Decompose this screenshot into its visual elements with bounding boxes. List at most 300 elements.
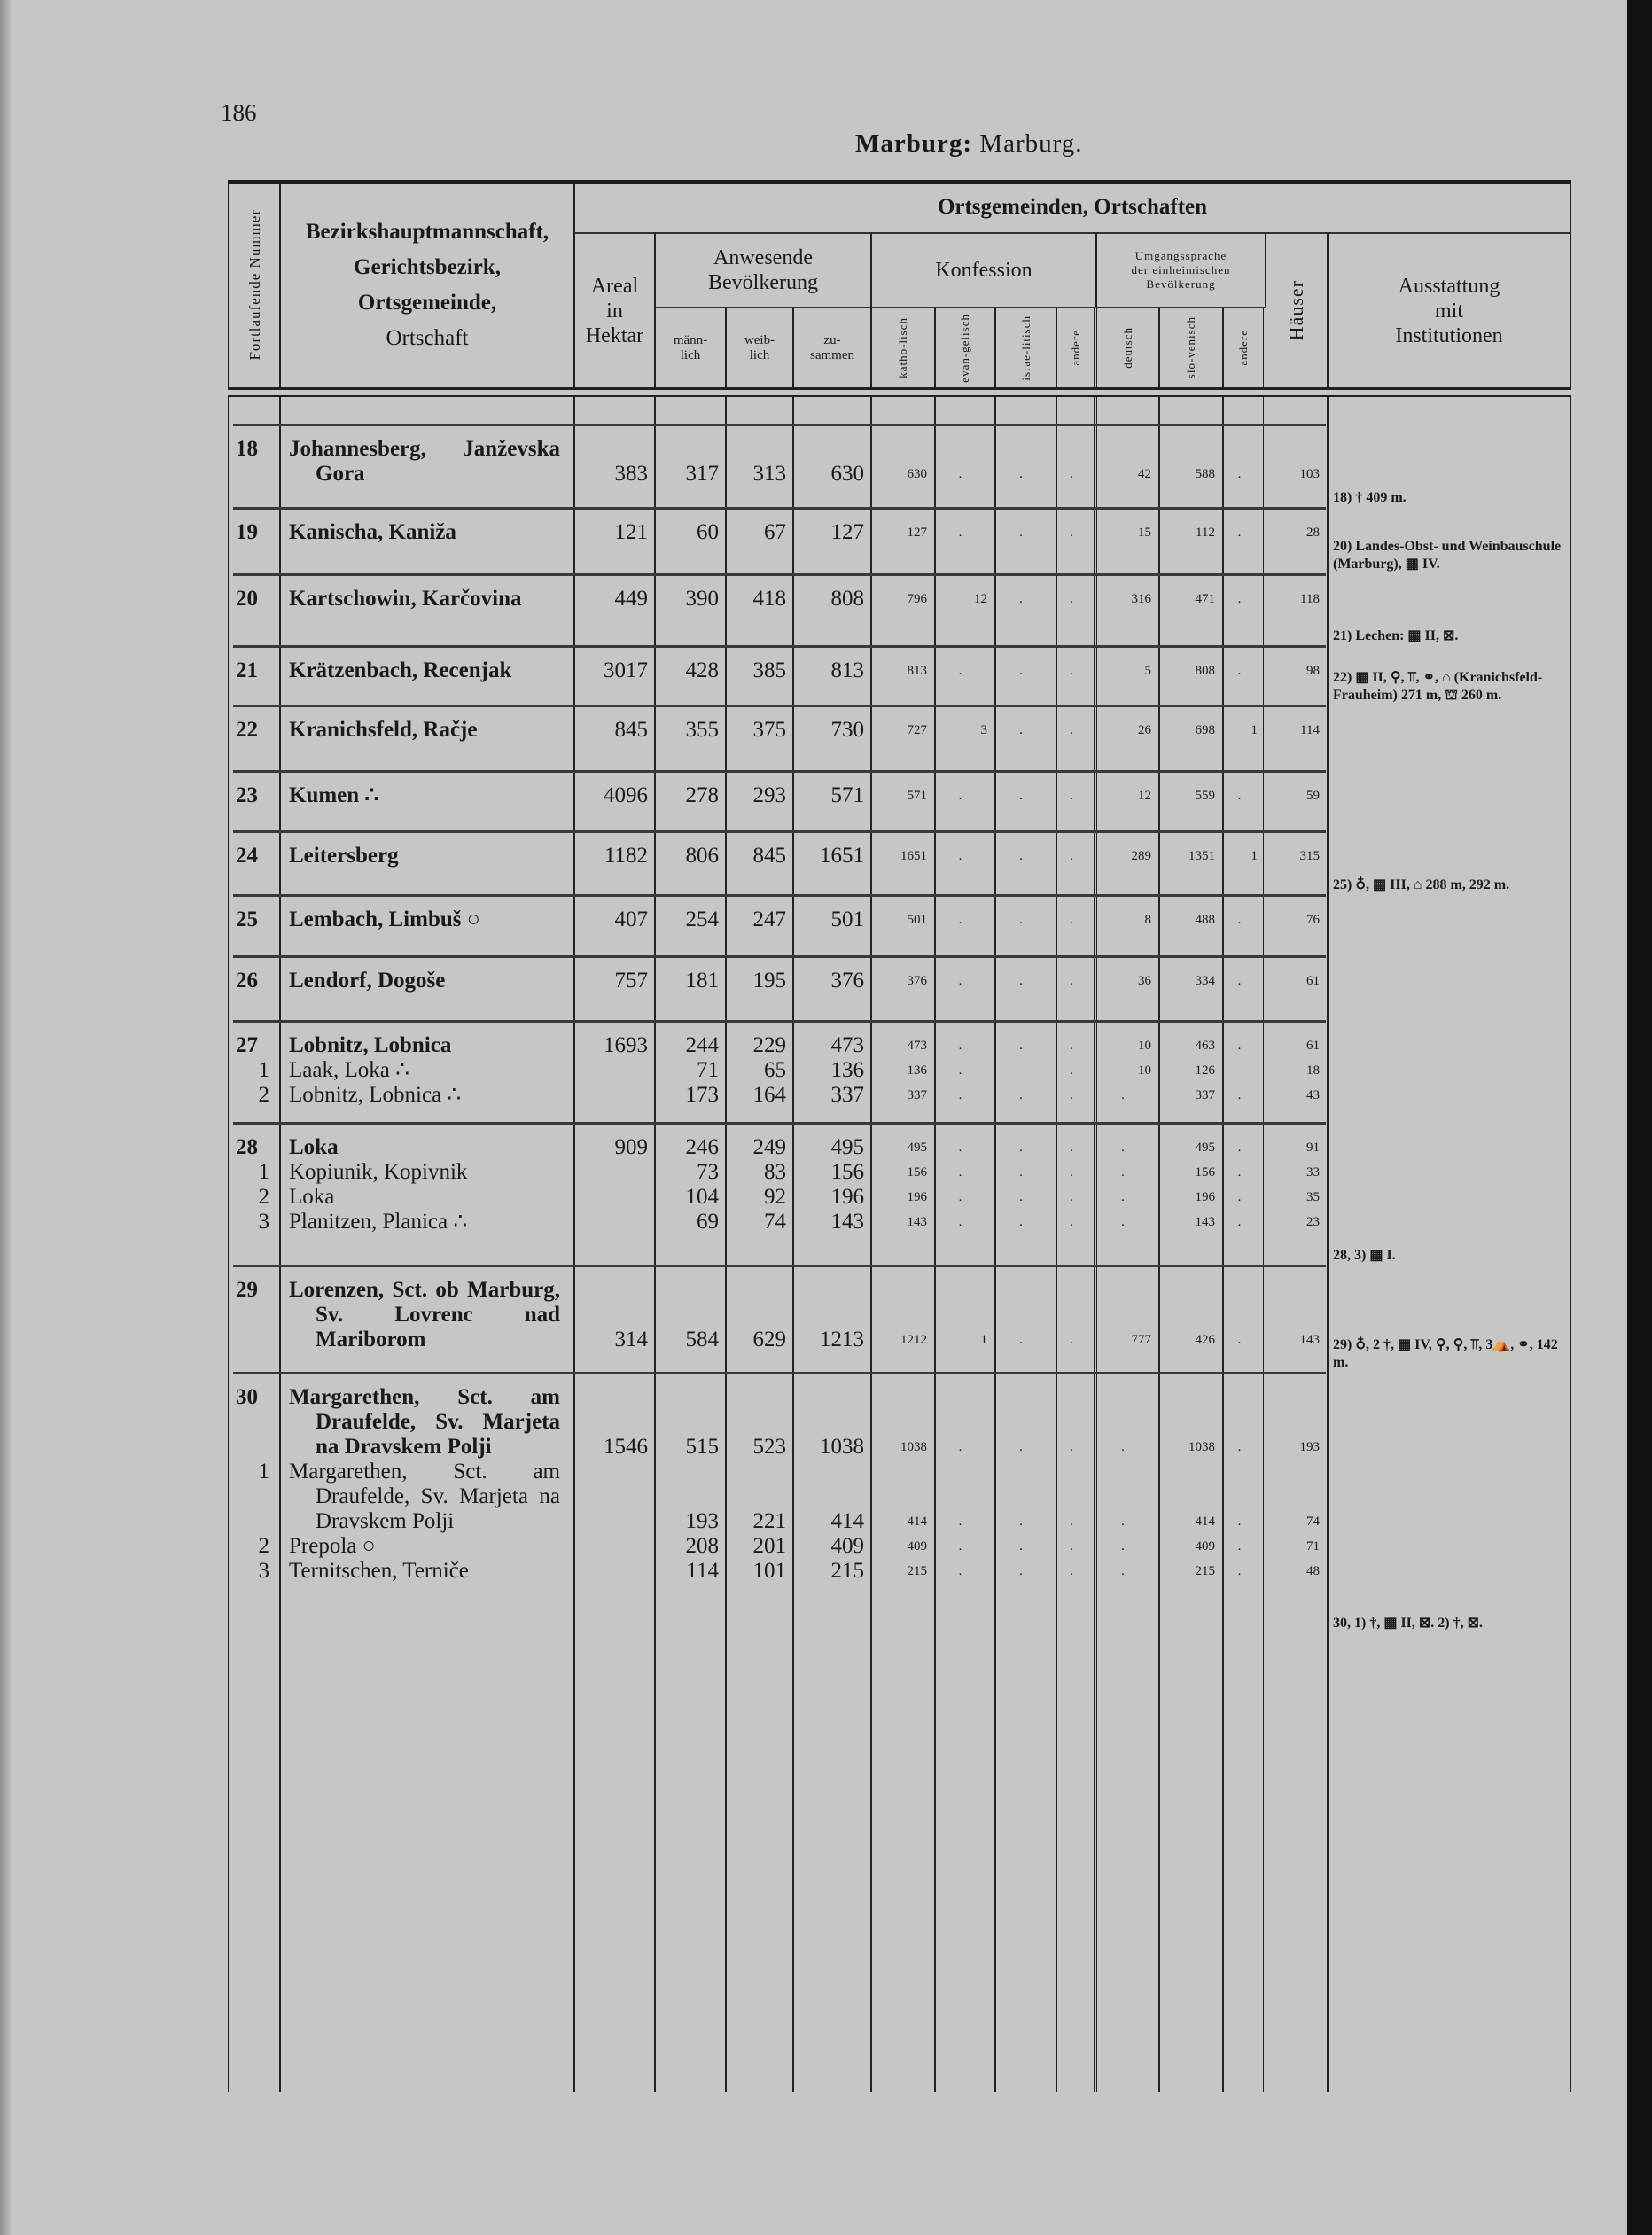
cell-total: 196 — [830, 1185, 864, 1209]
cell-houses: 103 — [1299, 467, 1320, 481]
cell-female: 523 — [752, 1435, 786, 1459]
cell-houses: 18 — [1306, 1063, 1320, 1078]
cell-areal: 121 — [614, 520, 648, 544]
table-row-group — [228, 1020, 1569, 1122]
cell-total: 571 — [830, 783, 864, 807]
cell-german: . — [1121, 1141, 1125, 1155]
cell-jewish: . — [1019, 913, 1023, 927]
cell-language-other: . — [1237, 1215, 1242, 1229]
table-subrow — [233, 1058, 1326, 1083]
cell-jewish: . — [1019, 664, 1023, 678]
cell-houses: 143 — [1299, 1333, 1320, 1347]
cell-catholic: 727 — [907, 723, 927, 737]
cell-confession-other: . — [1070, 1440, 1073, 1454]
table-body — [228, 397, 1569, 2092]
table-row — [233, 658, 1326, 683]
cell-language-other: . — [1237, 913, 1242, 927]
cell-total: 1651 — [820, 844, 864, 868]
row-number: 2 — [258, 1083, 269, 1107]
cell-houses: 48 — [1306, 1564, 1320, 1578]
place-name: Lorenzen, Sct. ob Marburg, Sv. Lovrenc nad Mariborom — [289, 1278, 560, 1351]
place-name: Ternitschen, Terniče — [289, 1559, 469, 1583]
cell-protestant: . — [958, 1215, 962, 1229]
cell-areal: 1182 — [604, 844, 648, 868]
cell-female: 418 — [752, 587, 786, 611]
cell-catholic: 127 — [907, 526, 927, 540]
cell-female: 201 — [752, 1534, 786, 1558]
cell-male: 278 — [685, 783, 719, 807]
cell-female: 375 — [752, 718, 786, 742]
cell-language-other: . — [1237, 974, 1242, 988]
cell-male: 390 — [685, 587, 719, 611]
cell-male: 428 — [685, 658, 719, 682]
header-name-line: Ortsgemeinde, — [357, 290, 497, 315]
german-label: deutsch — [1120, 327, 1134, 369]
row-number: 20 — [236, 587, 258, 611]
cell-german: . — [1121, 1564, 1125, 1578]
cell-total: 376 — [830, 969, 864, 993]
facilities-note — [1326, 894, 1569, 955]
areal-line: in — [606, 299, 623, 323]
cell-houses: 114 — [1300, 723, 1320, 737]
table-row — [233, 520, 1326, 545]
cell-german: . — [1121, 1165, 1125, 1180]
male-line: männ- — [673, 332, 708, 347]
cell-male: 60 — [697, 520, 719, 544]
header-female — [727, 307, 794, 387]
place-name: Planitzen, Planica ∴ — [289, 1210, 468, 1234]
cell-female: 74 — [764, 1210, 786, 1234]
cell-language-other: . — [1237, 1141, 1242, 1155]
cell-confession-other: . — [1070, 789, 1073, 803]
cell-jewish: . — [1019, 1088, 1023, 1102]
cell-houses: 91 — [1306, 1141, 1320, 1155]
population-line: Bevölkerung — [708, 271, 818, 294]
cell-german: . — [1121, 1215, 1125, 1229]
cell-jewish: . — [1019, 467, 1023, 481]
language-line: Umgangssprache — [1134, 249, 1227, 262]
cell-male: 104 — [685, 1185, 719, 1209]
catholic-label: katho-lisch — [896, 317, 909, 378]
cell-language-other: . — [1237, 592, 1242, 606]
header-male — [656, 307, 727, 387]
cell-female: 221 — [752, 1509, 786, 1533]
cell-german: . — [1121, 1539, 1125, 1554]
cell-german: 5 — [1144, 664, 1151, 678]
cell-houses: 74 — [1306, 1515, 1320, 1529]
cell-confession-other: . — [1070, 1564, 1073, 1578]
areal-line: Hektar — [585, 323, 644, 347]
table-row-group — [228, 424, 1569, 507]
total-line: zu- — [823, 332, 841, 347]
row-number: 1 — [258, 1058, 269, 1082]
cell-slovene: 143 — [1195, 1215, 1215, 1229]
cell-houses: 118 — [1300, 592, 1320, 606]
table-row — [233, 1135, 1326, 1160]
cell-female: 92 — [764, 1185, 786, 1209]
row-entries — [233, 955, 1326, 1020]
cell-protestant: . — [958, 467, 962, 481]
header-areal — [575, 232, 656, 387]
houses-label: Häuser — [1285, 280, 1307, 341]
cell-german: 316 — [1131, 592, 1151, 606]
cell-houses: 98 — [1306, 664, 1320, 678]
cell-catholic: 143 — [907, 1215, 927, 1229]
table-row — [233, 844, 1326, 868]
facilities-note: 25) ♁, ▦ III, ⌂ 288 m, 292 m. — [1333, 877, 1510, 892]
cell-confession-other: . — [1070, 592, 1073, 606]
cell-male: 246 — [685, 1135, 719, 1159]
cell-catholic: 630 — [907, 467, 927, 481]
cell-total: 630 — [830, 462, 864, 486]
cell-total: 1213 — [820, 1328, 864, 1351]
cell-slovene: 488 — [1195, 913, 1215, 927]
language-line: der einheimischen — [1131, 263, 1231, 276]
cell-catholic: 136 — [907, 1063, 927, 1078]
cell-slovene: 409 — [1195, 1539, 1215, 1554]
cell-language-other: 1 — [1251, 849, 1258, 863]
place-name: Kartschowin, Karčovina — [289, 587, 522, 611]
cell-language-other: . — [1237, 664, 1242, 678]
place-name: Leitersberg — [289, 844, 399, 868]
table-row-group — [228, 955, 1569, 1020]
cell-language-other: . — [1237, 789, 1242, 803]
cell-female: 845 — [752, 844, 786, 868]
row-number: 21 — [236, 658, 258, 682]
cell-houses: 61 — [1306, 1039, 1320, 1053]
row-entries — [233, 424, 1326, 507]
cell-slovene: 426 — [1195, 1333, 1215, 1347]
cell-catholic: 1038 — [900, 1440, 927, 1454]
cell-catholic: 813 — [907, 664, 927, 678]
cell-german: 10 — [1138, 1063, 1151, 1078]
place-name: Lembach, Limbuš ○ — [289, 907, 480, 931]
table-row-group — [228, 770, 1569, 830]
cell-slovene: 334 — [1195, 974, 1215, 988]
header-name-line: Gerichtsbezirk, — [354, 254, 501, 279]
cell-slovene: 156 — [1195, 1165, 1215, 1180]
cell-confession-other: . — [1070, 1515, 1073, 1529]
row-entries — [233, 573, 1326, 645]
facilities-note — [1326, 770, 1569, 830]
place-name: Prepola ○ — [289, 1534, 376, 1558]
facilities-note: 28, 3) ▦ I. — [1333, 1248, 1396, 1263]
cell-slovene: 414 — [1195, 1515, 1215, 1529]
cell-confession-other: . — [1070, 723, 1073, 737]
cell-catholic: 1651 — [900, 849, 927, 863]
cell-protestant: . — [958, 1539, 962, 1554]
row-number: 3 — [258, 1210, 269, 1234]
cell-jewish: . — [1019, 849, 1023, 863]
cell-total: 808 — [830, 587, 864, 611]
cell-jewish: . — [1019, 1564, 1023, 1578]
header-rule — [228, 387, 1571, 397]
cell-catholic: 495 — [907, 1141, 927, 1155]
cell-protestant: . — [958, 1141, 962, 1155]
cell-areal: 845 — [614, 718, 648, 742]
cell-slovene: 1351 — [1188, 849, 1215, 863]
cell-german: 8 — [1144, 913, 1151, 927]
table-row — [233, 718, 1326, 743]
cell-areal: 1693 — [604, 1033, 648, 1057]
cell-houses: 35 — [1306, 1190, 1320, 1204]
cell-slovene: 698 — [1195, 723, 1215, 737]
table-row — [233, 969, 1326, 993]
cell-jewish: . — [1019, 723, 1023, 737]
table-row-group — [228, 894, 1569, 955]
table-subrow — [233, 1534, 1326, 1559]
cell-total: 143 — [830, 1210, 864, 1234]
cell-confession-other: . — [1070, 467, 1073, 481]
cell-catholic: 337 — [907, 1088, 927, 1102]
cell-protestant: . — [958, 1039, 962, 1053]
row-number: 2 — [258, 1534, 269, 1558]
cell-catholic: 501 — [907, 913, 927, 927]
cell-total: 813 — [830, 658, 864, 682]
header-protestant — [936, 307, 996, 387]
row-number: 18 — [236, 437, 258, 461]
table-subrow — [233, 1210, 1326, 1234]
cell-confession-other: . — [1070, 1088, 1073, 1102]
cell-german: 12 — [1138, 789, 1151, 803]
facilities-note: 20) Landes-Obst- und Weinbauschule (Marburg), ▦ IV. — [1333, 539, 1562, 572]
row-number: 2 — [258, 1185, 269, 1209]
running-head — [855, 129, 1082, 159]
cell-houses: 23 — [1306, 1215, 1320, 1229]
cell-german: . — [1121, 1515, 1125, 1529]
row-entries — [233, 645, 1326, 705]
cell-jewish: . — [1019, 592, 1023, 606]
cell-houses: 59 — [1306, 789, 1320, 803]
header-name-line: Bezirkshauptmannschaft, — [305, 219, 549, 244]
cell-slovene: 196 — [1195, 1190, 1215, 1204]
language-line: Bevölkerung — [1146, 277, 1216, 291]
cell-total: 136 — [830, 1058, 864, 1082]
row-entries — [233, 1020, 1326, 1122]
cell-jewish: . — [1019, 1539, 1023, 1554]
protestant-label: evan-gelisch — [958, 313, 971, 383]
row-number: 30 — [236, 1385, 258, 1409]
header-confession-other — [1057, 307, 1097, 387]
slovene-label: slo-venisch — [1184, 316, 1197, 379]
areal-line: Areal — [590, 274, 639, 298]
cell-areal: 314 — [614, 1328, 648, 1351]
place-name: Lobnitz, Lobnica — [289, 1033, 452, 1057]
cell-male: 244 — [685, 1033, 719, 1057]
header-houses — [1266, 232, 1329, 387]
header-german — [1097, 307, 1160, 387]
facilities-note — [1326, 955, 1569, 1020]
male-line: lich — [680, 347, 701, 362]
cell-protestant: . — [958, 1515, 962, 1529]
cell-female: 65 — [764, 1058, 786, 1082]
row-number: 29 — [236, 1278, 258, 1302]
row-number: 24 — [236, 844, 258, 868]
table-row-group — [228, 1372, 1569, 1632]
cell-german: . — [1121, 1440, 1125, 1454]
cell-german: . — [1121, 1088, 1125, 1102]
cell-houses: 315 — [1299, 849, 1320, 863]
row-number: 26 — [236, 969, 258, 993]
cell-confession-other: . — [1070, 913, 1073, 927]
statistics-table — [228, 183, 1569, 2092]
cell-catholic: 414 — [907, 1515, 927, 1529]
cell-german: 26 — [1138, 723, 1151, 737]
facilities-note: 22) ▦ II, ⚲, ⫪, ⚭, ⌂ (Kranichsfeld-Frauheim) 271 m, ⛫ 260 m. — [1333, 670, 1543, 703]
place-name: Margarethen, Sct. am Draufelde, Sv. Marjeta na Dravskem Polji — [289, 1460, 560, 1533]
cell-houses: 43 — [1306, 1088, 1320, 1102]
row-number: 22 — [236, 718, 258, 742]
cell-houses: 28 — [1306, 526, 1320, 540]
cell-male: 181 — [685, 969, 719, 993]
cell-confession-other: . — [1070, 1333, 1073, 1347]
table-row-group — [228, 645, 1569, 705]
cell-houses: 76 — [1306, 913, 1320, 927]
cell-male: 69 — [697, 1210, 719, 1234]
facilities-note: 30, 1) †, ▦ II, ⊠. 2) †, ⊠. — [1333, 1616, 1484, 1631]
row-number: 28 — [236, 1135, 258, 1159]
cell-female: 629 — [752, 1328, 786, 1351]
table-subrow — [233, 1160, 1326, 1185]
header-facilities — [1329, 232, 1571, 387]
row-number: 3 — [258, 1559, 269, 1583]
cell-catholic: 215 — [907, 1564, 927, 1578]
cell-jewish: . — [1019, 1039, 1023, 1053]
cell-areal: 407 — [614, 907, 648, 931]
row-number: 25 — [236, 907, 258, 931]
facilities-line: Institutionen — [1395, 323, 1503, 347]
cell-protestant: . — [958, 789, 962, 803]
cell-female: 195 — [752, 969, 786, 993]
cell-slovene: 495 — [1195, 1141, 1215, 1155]
scan-border — [1627, 0, 1652, 2235]
row-number: 1 — [258, 1160, 269, 1184]
cell-slovene: 588 — [1195, 467, 1215, 481]
facilities-note: 29) ♁, 2 †, ▦ IV, ⚲, ⚲, ⫪, 3⛺, ⚭, 142 m. — [1333, 1337, 1558, 1370]
cell-male: 806 — [685, 844, 719, 868]
cell-language-other: . — [1237, 526, 1242, 540]
table-subrow — [233, 1460, 1326, 1534]
place-name: Kumen ∴ — [289, 783, 379, 807]
cell-catholic: 409 — [907, 1539, 927, 1554]
cell-protestant: . — [958, 1165, 962, 1180]
cell-areal: 3017 — [604, 658, 648, 682]
cell-protestant: 3 — [980, 723, 987, 737]
table-row-group — [228, 573, 1569, 645]
cell-language-other: . — [1237, 1515, 1242, 1529]
place-name: Lobnitz, Lobnica ∴ — [289, 1083, 462, 1107]
header-name-line: Ortschaft — [386, 325, 469, 350]
table-rows — [228, 424, 1569, 1632]
cell-catholic: 796 — [907, 592, 927, 606]
cell-total: 409 — [830, 1534, 864, 1558]
cell-areal: 383 — [614, 462, 648, 486]
cell-language-other: . — [1237, 467, 1242, 481]
table-row-group — [228, 1265, 1569, 1372]
cell-protestant: 1 — [980, 1333, 987, 1347]
header-jewish — [996, 307, 1057, 387]
cell-slovene: 1038 — [1188, 1440, 1215, 1454]
cell-language-other: 1 — [1251, 723, 1258, 737]
header-language-other — [1224, 307, 1266, 387]
cell-male: 254 — [685, 907, 719, 931]
running-head-district: Marburg: — [855, 129, 973, 158]
cell-catholic: 1212 — [900, 1333, 927, 1347]
table-row-group — [228, 507, 1569, 573]
cell-protestant: . — [958, 1088, 962, 1102]
table-row — [233, 1033, 1326, 1058]
cell-total: 414 — [830, 1509, 864, 1533]
cell-german: 42 — [1138, 467, 1151, 481]
running-head-court: Marburg. — [972, 129, 1083, 158]
cell-total: 337 — [830, 1083, 864, 1107]
confession-other-label: andere — [1068, 330, 1082, 366]
table-row — [233, 783, 1326, 808]
cell-german: 15 — [1138, 526, 1151, 540]
place-name: Kopiunik, Kopivnik — [289, 1160, 468, 1184]
cell-female: 83 — [764, 1160, 786, 1184]
cell-female: 249 — [752, 1135, 786, 1159]
header-slovene — [1160, 307, 1224, 387]
cell-houses: 61 — [1306, 974, 1320, 988]
cell-confession-other: . — [1070, 526, 1073, 540]
row-number: 27 — [236, 1033, 258, 1057]
row-entries — [233, 1265, 1326, 1372]
cell-confession-other: . — [1070, 1063, 1073, 1078]
cell-language-other: . — [1237, 1165, 1242, 1180]
cell-male: 73 — [697, 1160, 719, 1184]
cell-jewish: . — [1019, 1515, 1023, 1529]
cell-female: 101 — [752, 1559, 786, 1583]
cell-female: 247 — [752, 907, 786, 931]
cell-jewish: . — [1019, 1190, 1023, 1204]
header-population — [656, 232, 872, 307]
row-entries — [233, 894, 1326, 955]
cell-total: 127 — [830, 520, 864, 544]
cell-jewish: . — [1019, 1165, 1023, 1180]
cell-female: 229 — [752, 1033, 786, 1057]
table-row — [233, 907, 1326, 932]
cell-confession-other: . — [1070, 1165, 1073, 1180]
table-subrow — [233, 1185, 1326, 1210]
cell-slovene: 808 — [1195, 664, 1215, 678]
cell-total: 473 — [830, 1033, 864, 1057]
population-line: Anwesende — [713, 246, 813, 269]
cell-total: 215 — [830, 1559, 864, 1583]
cell-jewish: . — [1019, 1215, 1023, 1229]
cell-protestant: . — [958, 1440, 962, 1454]
cell-areal: 909 — [614, 1135, 648, 1159]
cell-confession-other: . — [1070, 664, 1073, 678]
header-number — [230, 183, 281, 387]
cell-areal: 1546 — [604, 1435, 648, 1459]
cell-areal: 4096 — [604, 783, 648, 807]
header-total — [794, 307, 872, 387]
cell-male: 584 — [685, 1328, 719, 1351]
table-row — [233, 587, 1326, 611]
language-other-label: andere — [1236, 330, 1250, 366]
cell-jewish: . — [1019, 1141, 1023, 1155]
header-title: Ortsgemeinden, Ortschaften — [575, 183, 1571, 232]
cell-language-other: . — [1237, 1088, 1242, 1102]
cell-confession-other: . — [1070, 1215, 1073, 1229]
cell-female: 164 — [752, 1083, 786, 1107]
row-entries — [233, 830, 1326, 894]
cell-protestant: . — [958, 664, 962, 678]
cell-language-other: . — [1237, 1333, 1242, 1347]
cell-male: 208 — [685, 1534, 719, 1558]
cell-confession-other: . — [1070, 974, 1073, 988]
